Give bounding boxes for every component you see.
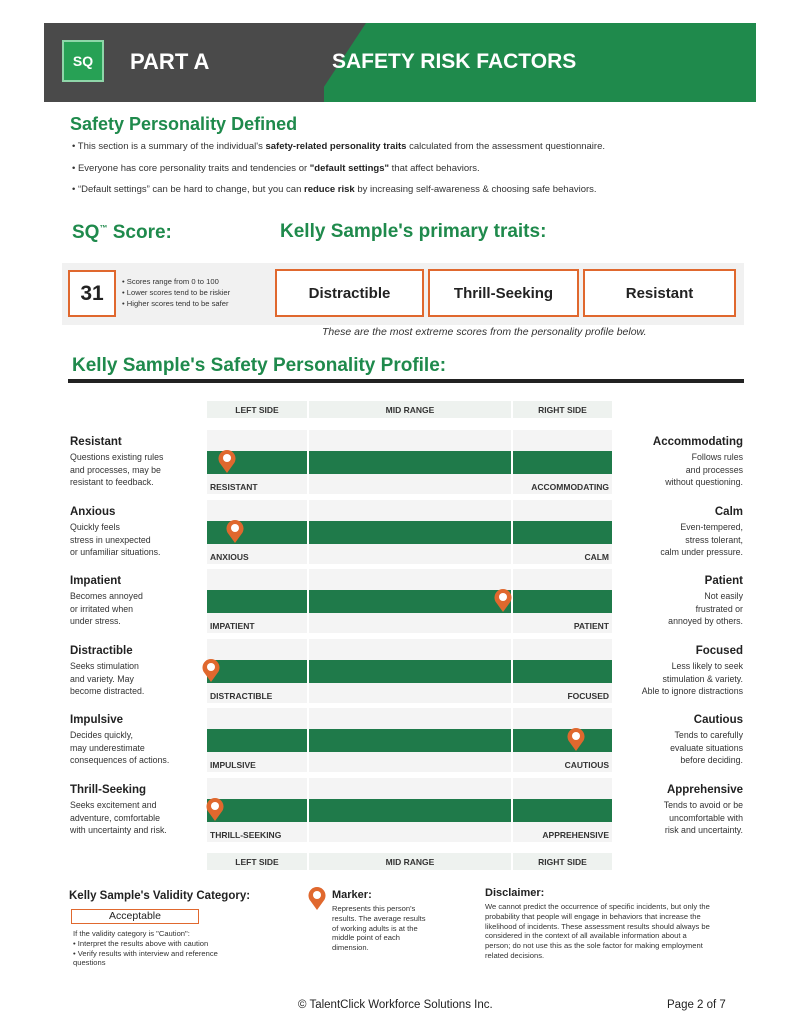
bar-right-label: CAUTIOUS (564, 760, 609, 770)
profile-bar-segment (309, 729, 511, 752)
profile-bar-segment (207, 660, 307, 683)
bar-left-label: DISTRACTIBLE (210, 691, 273, 701)
profile-bar-segment (207, 590, 307, 613)
profile-bar-segment (309, 590, 511, 613)
right-trait-name: Cautious (693, 714, 743, 726)
defined-heading: Safety Personality Defined (70, 114, 298, 134)
col-right-side-bottom: RIGHT SIDE (513, 853, 612, 870)
result-marker-icon (566, 726, 586, 752)
right-trait-name: Focused (695, 645, 743, 657)
profile-rule (68, 379, 744, 383)
bar-left-label: ANXIOUS (210, 552, 249, 562)
primary-traits-heading: Kelly Sample's primary traits: (280, 221, 547, 242)
primary-trait-2: Thrill-Seeking (428, 269, 579, 317)
left-trait-name: Thrill-Seeking (70, 784, 147, 796)
defined-bullet-3: • “Default settings” can be hard to change, but you can reduce risk by increasing self-awareness & choosing safe behaviors. (72, 184, 597, 195)
score-notes: • Scores range from 0 to 100 • Lower scores tend to be riskier • Higher scores tend to be safer (122, 277, 231, 308)
validity-value: Acceptable (71, 909, 199, 924)
marker-legend-icon (307, 885, 327, 911)
left-trait-name: Impulsive (70, 714, 124, 726)
extreme-scores-note: These are the most extreme scores from the personality profile below. (322, 326, 647, 338)
part-label: PART A (130, 49, 210, 74)
col-mid-range-bottom: MID RANGE (309, 853, 511, 870)
validity-notes: If the validity category is "Caution": • Interpret the results above with caution • Verify results with interview and reference questions (73, 929, 218, 968)
sq-score-heading: SQ™ Score: (72, 222, 172, 243)
right-trait-desc: Less likely to seek stimulation & variety. Able to ignore distractions (641, 661, 743, 696)
primary-trait-3: Resistant (583, 269, 736, 317)
footer-copyright: © TalentClick Workforce Solutions Inc. (298, 999, 493, 1011)
profile-bar-segment (309, 660, 511, 683)
result-marker-icon (217, 448, 237, 474)
left-trait-name: Anxious (70, 506, 116, 518)
left-trait-desc: Becomes annoyed or irritated when under stress. (70, 591, 143, 626)
profile-bar-segment (207, 729, 307, 752)
left-trait-desc: Seeks stimulation and variety. May become distracted. (70, 661, 145, 696)
left-trait-name: Resistant (70, 436, 122, 448)
bar-right-label: ACCOMMODATING (531, 482, 609, 492)
bar-left-label: RESISTANT (210, 482, 258, 492)
bar-right-label: PATIENT (573, 621, 609, 631)
validity-heading: Kelly Sample's Validity Category: (69, 890, 251, 902)
right-trait-name: Apprehensive (666, 784, 743, 796)
right-trait-desc: Not easily frustrated or annoyed by others. (668, 591, 743, 626)
marker-legend-heading: Marker: (332, 889, 372, 901)
result-marker-icon (205, 796, 225, 822)
profile-bar-segment (513, 799, 612, 822)
left-trait-desc: Decides quickly, may underestimate consequences of actions. (70, 730, 170, 765)
result-marker-icon (493, 587, 513, 613)
result-marker-icon (201, 657, 221, 683)
result-marker-icon (225, 518, 245, 544)
section-title: SAFETY RISK FACTORS (332, 50, 577, 73)
bar-right-label: CALM (584, 552, 609, 562)
profile-bar-segment (513, 660, 612, 683)
disclaimer-text: We cannot predict the occurrence of specific incidents, but only the probability that people will engage in behaviors that increase the likelihood of incidents. These assessment results should always be considered in the context of all available information about a person; do not use this as the sole factor for making employment related decisions. (485, 902, 710, 960)
left-trait-name: Distractible (70, 645, 133, 657)
sq-logo: SQ (62, 40, 104, 82)
profile-bar-segment (309, 521, 511, 544)
profile-bar-segment (513, 451, 612, 474)
marker-legend-text: Represents this person's results. The average results of working adults is at the middle point of each dimension. (332, 904, 426, 953)
left-trait-desc: Questions existing rules and processes, may be resistant to feedback. (70, 452, 164, 487)
bar-left-label: IMPATIENT (210, 621, 255, 631)
primary-trait-1: Distractible (275, 269, 424, 317)
left-trait-desc: Quickly feels stress in unexpected or unfamiliar situations. (70, 522, 161, 557)
profile-bar-segment (207, 521, 307, 544)
footer-page-number: Page 2 of 7 (667, 999, 726, 1011)
bar-right-label: FOCUSED (567, 691, 609, 701)
profile-bar-segment (309, 799, 511, 822)
page-header (44, 23, 756, 102)
bar-left-label: THRILL-SEEKING (210, 830, 282, 840)
left-trait-desc: Seeks excitement and adventure, comfortable with uncertainty and risk. (70, 800, 167, 835)
col-left-side: LEFT SIDE (207, 401, 307, 418)
right-trait-name: Calm (714, 506, 743, 518)
profile-bar-segment (513, 590, 612, 613)
right-trait-desc: Tends to avoid or be uncomfortable with risk and uncertainty. (663, 800, 743, 835)
col-mid-range: MID RANGE (309, 401, 511, 418)
right-trait-name: Accommodating (652, 436, 743, 448)
profile-bar-segment (309, 451, 511, 474)
defined-bullet-2: • Everyone has core personality traits and tendencies or "default settings" that affect behaviors. (72, 163, 480, 174)
profile-bar-segment (513, 521, 612, 544)
right-trait-desc: Follows rules and processes without questioning. (665, 452, 743, 487)
right-trait-desc: Tends to carefully evaluate situations before deciding. (670, 730, 743, 765)
bar-right-label: APPREHENSIVE (542, 830, 609, 840)
sq-score-value: 31 (68, 270, 116, 317)
profile-bar-segment (513, 729, 612, 752)
bar-left-label: IMPULSIVE (210, 760, 256, 770)
disclaimer-heading: Disclaimer: (485, 887, 545, 899)
profile-heading: Kelly Sample's Safety Personality Profile: (72, 355, 447, 376)
defined-bullet-1: • This section is a summary of the individual's safety-related personality traits calculated from the assessment questionnaire. (72, 141, 606, 152)
right-trait-name: Patient (704, 575, 743, 587)
col-right-side: RIGHT SIDE (513, 401, 612, 418)
left-trait-name: Impatient (70, 575, 122, 587)
col-left-side-bottom: LEFT SIDE (207, 853, 307, 870)
right-trait-desc: Even-tempered, stress tolerant, calm under pressure. (660, 522, 743, 557)
